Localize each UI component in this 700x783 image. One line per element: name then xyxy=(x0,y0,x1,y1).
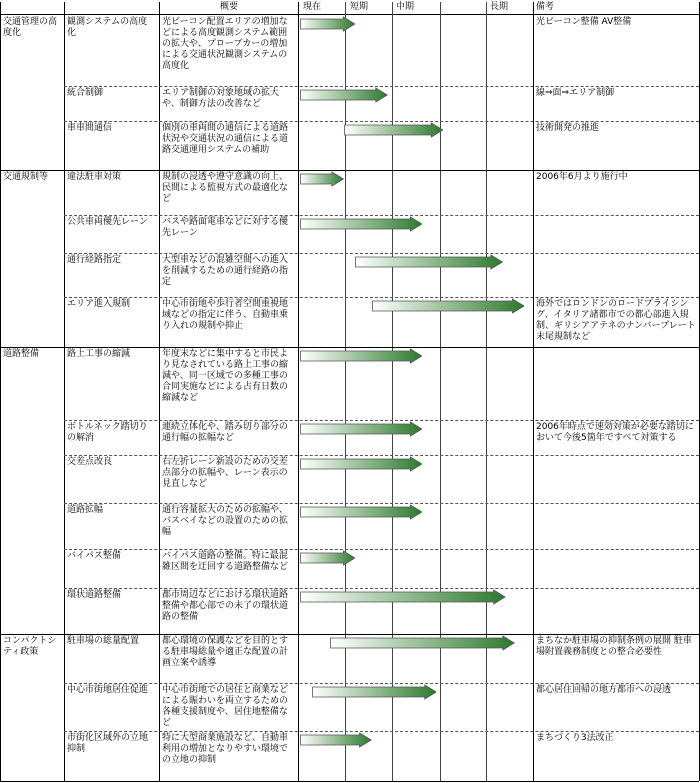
header-short: 短期 xyxy=(350,2,369,12)
group-label: 交通規制等 xyxy=(3,172,49,182)
row-summary: 中心市街地での居住と商業などによる賑わいを両立するための各種支援制度や、居住地整備など xyxy=(162,685,289,728)
timeline-arrow xyxy=(372,298,524,314)
row-summary: 光ビーコン配置エリアの増加などによる高度観測システム範囲の拡大や、プローブカーの増加による交通状況観測システムの高度化 xyxy=(162,17,288,71)
row-summary: 特に大型商業施設など、自動車利用の増加となりやすい環境での立地の抑制 xyxy=(162,733,289,765)
row-summary: バイパス道路の整備。特に最混雑区間を迂回する道路整備など xyxy=(162,551,289,572)
column-divider xyxy=(298,2,299,781)
row-item-label: 交差点改良 xyxy=(67,457,113,467)
row-item-label: 車車間通信 xyxy=(67,123,113,133)
timeline-arrow xyxy=(355,254,503,270)
column-divider xyxy=(64,2,65,781)
header-divider xyxy=(0,14,699,15)
header-remarks: 備考 xyxy=(536,2,555,12)
header-long: 長期 xyxy=(490,2,509,12)
column-divider xyxy=(533,2,534,781)
row-item-label: 道路拡幅 xyxy=(67,505,104,515)
row-summary: 右左折レーン新設のための交差点部分の拡幅や、レーン表示の見直しなど xyxy=(162,457,288,489)
row-item-label: 観測システムの高度化 xyxy=(67,17,148,38)
row-remarks: まちなか駐車場の抑制条例の展開 駐車場附置義務制度との整合必要性 xyxy=(536,636,692,657)
timeline-arrow xyxy=(344,122,443,138)
row-summary: エリア制御の対象地域の拡大や、制御方法の改善など xyxy=(162,88,280,109)
timeline-arrow xyxy=(300,456,422,472)
row-remarks: 光ビーコン整備 AV整備 xyxy=(536,17,632,27)
row-summary: 通行容量拡大のための拡幅や、バスベイなどの設置のための拡幅 xyxy=(162,505,289,537)
row-remarks: 2006年時点で速効対策が必要な踏切において今後5箇年ですべて対策する xyxy=(536,422,694,443)
timeline-arrow xyxy=(300,550,355,566)
group-divider xyxy=(0,170,699,171)
header-mid: 中期 xyxy=(396,2,415,12)
row-item-label: 中心市街地居住促進 xyxy=(67,685,149,695)
timeline-arrow xyxy=(300,421,422,437)
row-divider xyxy=(64,549,699,550)
row-summary: 大型車などの混雑空間への進入を削減するための通行経路の指定 xyxy=(162,255,289,287)
row-item-label: 路上工事の縮減 xyxy=(67,349,131,359)
table-bottom-line xyxy=(0,781,699,782)
timeline-arrow xyxy=(300,171,344,187)
timeline-arrow xyxy=(300,589,506,605)
row-remarks: 2006年6月より施行中 xyxy=(536,172,628,182)
row-summary: 都心環境の保護などを目的とする駐車場総量や適正な配置の計画立案や誘導 xyxy=(162,636,289,668)
row-divider xyxy=(64,731,699,732)
row-remarks: 海外ではロンドンのロードプライシング、イタリア諸都市での都心部進入規制、ギリシアアテネのナンバープレート末尾規制など xyxy=(536,299,696,342)
row-summary: 個別の車両間の通信による道路状況や交通状況の通信による道路交通運用システムの補助 xyxy=(162,123,289,155)
row-item-label: 市街化区域外の立地抑制 xyxy=(67,733,149,754)
row-item-label: 違法駐車対策 xyxy=(67,172,122,182)
timeline-arrow xyxy=(312,684,437,700)
timeline-arrow xyxy=(300,16,355,32)
row-item-label: 公共車両優先レーン xyxy=(67,217,148,227)
row-item-label: エリア進入規制 xyxy=(67,299,131,309)
group-label: 交通管理の高度化 xyxy=(3,17,58,38)
row-summary: 都市周辺などにおける環状道路整備や都心部での未了の環状道路の整備 xyxy=(162,590,289,622)
row-remarks: 都心居住回帰の地方都市への浸透 xyxy=(536,685,672,695)
row-remarks: 技術開発の推進 xyxy=(536,123,600,133)
timeline-gridline xyxy=(392,2,393,781)
group-label: 道路整備 xyxy=(3,349,40,359)
group-label: コンパクトシティ政策 xyxy=(3,636,57,657)
row-item-label: 通行経路指定 xyxy=(67,255,122,265)
row-summary: 規制の浸透や遵守意識の向上、民間による監視方式の最適化など xyxy=(162,172,289,204)
timeline-arrow xyxy=(330,635,515,651)
row-remarks: 線⇒面⇒エリア制御 xyxy=(536,88,615,98)
row-remarks: まちづくり3法改正 xyxy=(536,733,614,743)
timeline-arrow xyxy=(300,87,388,103)
row-summary: 連続立体化や、踏み切り部分の通行幅の拡幅など xyxy=(162,422,288,443)
timeline-arrow xyxy=(300,504,422,520)
row-item-label: ボトルネック踏切りの解消 xyxy=(67,422,148,443)
row-summary: バスや路面電車などに対する優先レーン xyxy=(162,217,289,238)
timeline-gridline xyxy=(440,2,441,781)
timeline-gridline xyxy=(486,2,487,781)
row-summary: 年度末などに集中すると市民より見なされている路上工事の縮減や、同一区域での多種工事の合同実施などによる占有日数の縮減など xyxy=(162,349,289,403)
row-summary: 中心市街地や歩行者空間重視地域などの指定に伴う、自動車乗り入れの規制や抑止 xyxy=(162,299,289,331)
row-item-label: 環状道路整備 xyxy=(67,590,122,600)
row-item-label: 統合制御 xyxy=(67,88,104,98)
row-item-label: バイパス整備 xyxy=(67,551,121,561)
column-divider xyxy=(0,2,1,781)
header-now: 現在 xyxy=(303,2,322,12)
row-item-label: 駐車場の総量配置 xyxy=(67,636,140,646)
header-summary: 概要 xyxy=(220,2,239,12)
timeline-arrow xyxy=(300,216,422,232)
timeline-arrow xyxy=(300,348,422,364)
timeline-arrow xyxy=(300,732,372,748)
timeline-gridline xyxy=(345,2,346,781)
